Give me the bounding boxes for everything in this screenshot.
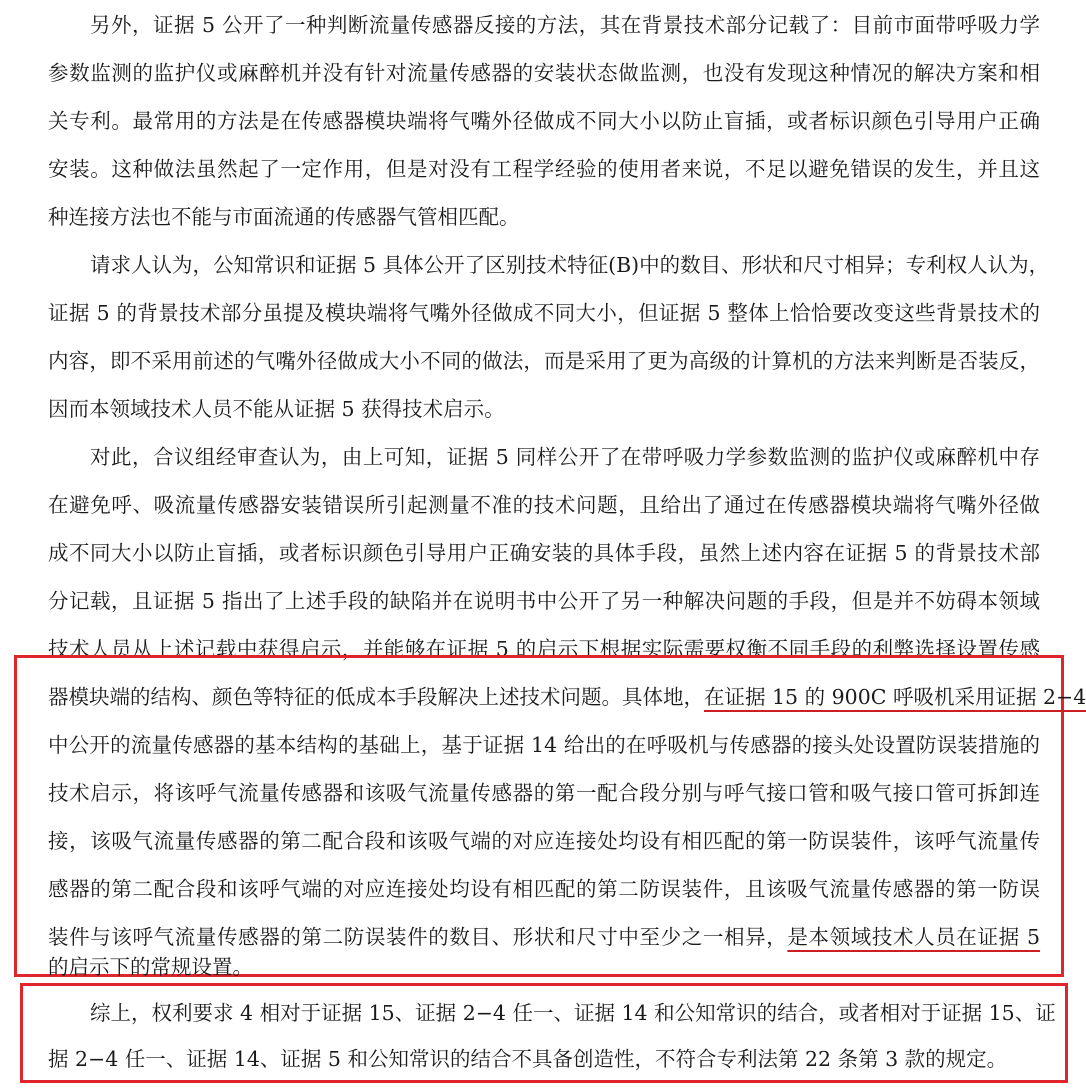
text-line-boxed: 技术启示，将该呼气流量传感器和该吸气流量传感器的第一配合段分别与呼气接口管和吸气接口管可拆卸连	[48, 781, 1040, 805]
text-line: 证据 5 的背景技术部分虽提及模块端将气嘴外径做成不同大小，但证据 5 整体上恰恰要改变这些背景技术的	[48, 301, 1040, 325]
text-line-conclusion: 综上，权利要求 4 相对于证据 15、证据 2−4 任一、证据 14 和公知常识的结合，或者相对于证据 15、证	[90, 1001, 1056, 1025]
text-line: 另外，证据 5 公开了一种判断流量传感器反接的方法，其在背景技术部分记载了：目前市面带呼吸力学	[90, 13, 1040, 37]
text-line: 对此，合议组经审查认为，由上可知，证据 5 同样公开了在带呼吸力学参数监测的监护仪或麻醉机中存	[90, 445, 1040, 469]
text-line-boxed: 接，该吸气流量传感器的第二配合段和该吸气端的对应连接处均设有相匹配的第一防误装件，该呼气流量传	[48, 829, 1040, 853]
text-line: 因而本领域技术人员不能从证据 5 获得技术启示。	[48, 397, 505, 421]
text-line-boxed: 感器的第二配合段和该呼气端的对应连接处均设有相匹配的第二防误装件，且该吸气流量传感器的第一防误	[48, 877, 1040, 901]
text-segment: 装件与该呼气流量传感器的第二防误装件的数目、形状和尺寸中至少之一相异，	[48, 925, 788, 949]
text-line: 关专利。最常用的方法是在传感器模块端将气嘴外径做成不同大小以防止盲插，或者标识颜色引导用户正确	[48, 109, 1040, 133]
text-segment: 器模块端的结构、颜色等特征的低成本手段解决上述技术问题。具体地，	[48, 685, 704, 709]
text-line: 安装。这种做法虽然起了一定作用，但是对没有工程学经验的使用者来说，不足以避免错误的发生，并且这	[48, 157, 1040, 181]
text-line-boxed	[48, 677, 1086, 717]
text-line-conclusion: 据 2−4 任一、证据 14、证据 5 和公知常识的结合不具备创造性，不符合专利法第 22 条第 3 款的规定。	[48, 1047, 1008, 1071]
text-line: 技术人员从上述记载中获得启示，并能够在证据 5 的启示下根据实际需要权衡不同手段的利弊选择设置传感	[48, 637, 1040, 661]
text-line-boxed: 的启示下的常规设置。	[48, 955, 253, 979]
text-line: 请求人认为，公知常识和证据 5 具体公开了区别技术特征(B)中的数目、形状和尺寸相异；专利权人认为，	[90, 253, 1050, 277]
underlined-text: 是本领域技术人员在证据 5	[787, 925, 1040, 949]
text-line: 种连接方法也不能与市面流通的传感器气管相匹配。	[48, 205, 520, 229]
text-line: 分记载，且证据 5 指出了上述手段的缺陷并在说明书中公开了另一种解决问题的手段，但是并不妨碍本领域	[48, 589, 1040, 613]
text-line-boxed: 中公开的流量传感器的基本结构的基础上，基于证据 14 给出的在呼吸机与传感器的接头处设置防误装措施的	[48, 733, 1040, 757]
underlined-text: 在证据 15 的 900C 呼吸机采用证据 2−4	[704, 685, 1086, 709]
text-line: 在避免呼、吸流量传感器安装错误所引起测量不准的技术问题，且给出了通过在传感器模块端将气嘴外径做	[48, 493, 1040, 517]
text-line: 参数监测的监护仪或麻醉机并没有针对流量传感器的安装状态做监测，也没有发现这种情况的解决方案和相	[48, 61, 1040, 85]
text-line: 成不同大小以防止盲插，或者标识颜色引导用户正确安装的具体手段，虽然上述内容在证据 5 的背景技术部	[48, 541, 1040, 565]
text-line: 内容，即不采用前述的气嘴外径做成大小不同的做法，而是采用了更为高级的计算机的方法来判断是否装反，	[48, 349, 1040, 373]
